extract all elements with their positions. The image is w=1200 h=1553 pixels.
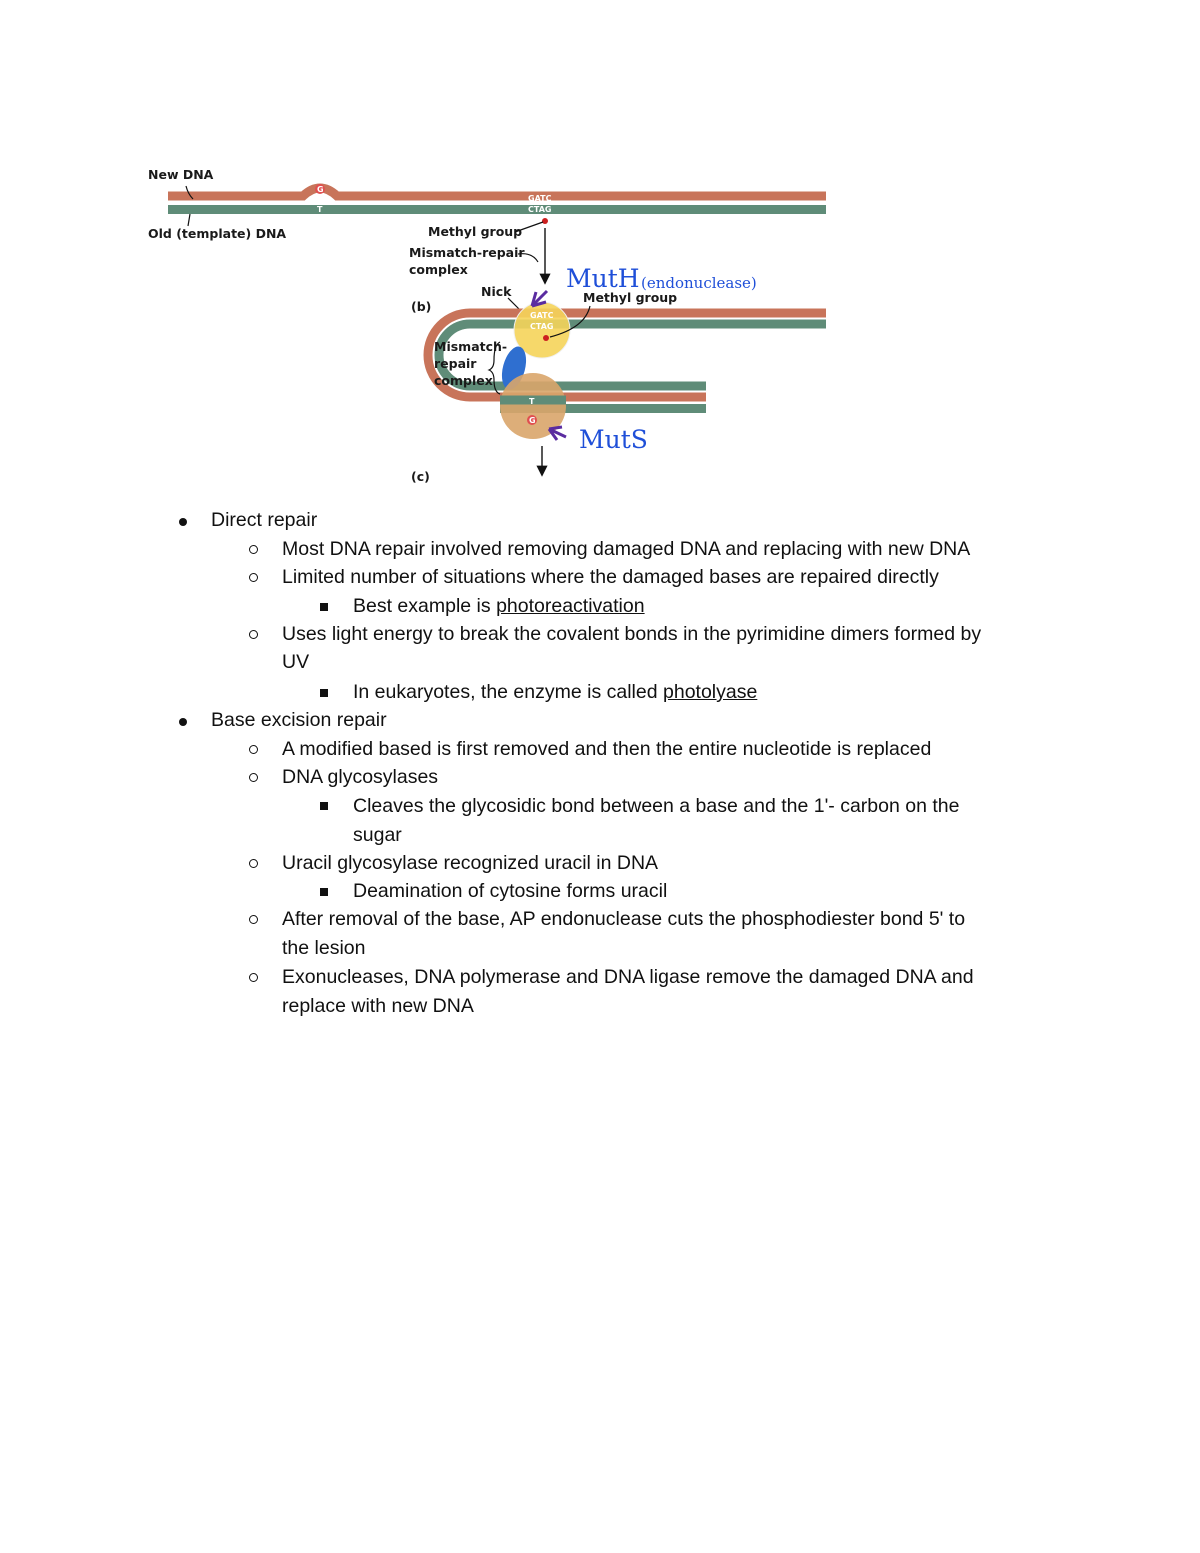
methyl-dot-a [542, 218, 548, 224]
photolyase-link[interactable]: photolyase [663, 681, 758, 703]
methyl-group-label: Methyl group [428, 224, 523, 239]
methyl-dot-b [543, 335, 549, 341]
item-direct-sub3-line1: Uses light energy to break the covalent bonds in the pyrimidine dimers formed by [282, 623, 982, 645]
bullet-level3 [320, 802, 328, 810]
item-direct-sub3-detail [353, 678, 757, 706]
old-dna-leader [188, 214, 190, 226]
methyl-group-b-label: Methyl group [583, 290, 678, 305]
muts-arrow [549, 427, 566, 440]
base-t-label: T [317, 205, 323, 214]
muts-label: MutS [579, 425, 648, 454]
panel-b-label: (b) [411, 299, 432, 314]
bullet-level3 [320, 888, 328, 896]
item-direct-sub3-line2: UV [282, 651, 310, 673]
bullet-level1 [179, 518, 187, 526]
mismatch-complex-label-2: complex [409, 262, 468, 277]
bullet-level2 [249, 545, 258, 554]
seq-ctag-b: CTAG [530, 322, 554, 331]
bullet-level2 [249, 773, 258, 782]
bullet-level1 [179, 718, 187, 726]
new-dna-label: New DNA [148, 167, 214, 182]
item-direct-repair: Direct repair [211, 509, 318, 531]
nick-leader [508, 298, 520, 310]
panel-c-label: (c) [411, 469, 430, 484]
mismatch-b-label-1: Mismatch- [434, 339, 508, 354]
item-bex-sub2-detail-line2: sugar [353, 824, 402, 846]
item-bex-sub3-detail: Deamination of cytosine forms uracil [353, 880, 668, 902]
mismatch-b-label-3: complex [434, 373, 493, 388]
old-dna-strand [168, 205, 826, 214]
mismatch-b-label-2: repair [434, 356, 477, 371]
item-bex-sub5-line2: replace with new DNA [282, 995, 474, 1017]
loop-inner-strand [439, 324, 826, 386]
item-direct-sub2-detail [353, 592, 645, 620]
bullet-level2 [249, 745, 258, 754]
bullet-level3 [320, 689, 328, 697]
bullet-level2 [249, 859, 258, 868]
bullet-level2 [249, 973, 258, 982]
seq-gatc-label: GATC [528, 194, 552, 203]
item-base-excision: Base excision repair [211, 709, 387, 731]
old-dna-label: Old (template) DNA [148, 226, 287, 241]
new-dna-strand [168, 188, 826, 196]
endonuclease-label: (endonuclease) [641, 274, 757, 292]
mismatch-repair-figure [0, 0, 1200, 490]
item-bex-sub4-line2: the lesion [282, 937, 366, 959]
base-t-b: T [529, 397, 535, 406]
item-bex-sub1: A modified based is first removed and then the entire nucleotide is replaced [282, 738, 932, 760]
nick-label: Nick [481, 284, 512, 299]
base-g-label: G [317, 185, 324, 194]
detail-prefix: Best example is [353, 595, 497, 617]
item-bex-sub4-line1: After removal of the base, AP endonuclease cuts the phosphodiester bond 5' to [282, 908, 966, 930]
seq-ctag-label: CTAG [528, 205, 552, 214]
bullet-level2 [249, 630, 258, 639]
mismatch-complex-label-1: Mismatch-repair [409, 245, 525, 260]
base-g-b: G [529, 416, 536, 425]
item-bex-sub2-detail-line1: Cleaves the glycosidic bond between a base and the 1'- carbon on the [353, 795, 960, 817]
seq-gatc-b: GATC [530, 311, 554, 320]
photoreactivation-link[interactable]: photoreactivation [496, 595, 645, 617]
muth-arrow [532, 291, 547, 306]
muth-label: MutH [566, 264, 640, 293]
detail-prefix: In eukaryotes, the enzyme is called [353, 681, 663, 703]
item-bex-sub3: Uracil glycosylase recognized uracil in DNA [282, 852, 659, 874]
item-direct-sub1: Most DNA repair involved removing damaged DNA and replacing with new DNA [282, 538, 971, 560]
bullet-level3 [320, 603, 328, 611]
bullet-level2 [249, 915, 258, 924]
item-bex-sub5-line1: Exonucleases, DNA polymerase and DNA ligase remove the damaged DNA and [282, 966, 974, 988]
item-direct-sub2: Limited number of situations where the damaged bases are repaired directly [282, 566, 939, 588]
panel-b-loop [428, 313, 826, 413]
item-bex-sub2: DNA glycosylases [282, 766, 439, 788]
panel-a-strands [168, 184, 826, 224]
bullet-level2 [249, 573, 258, 582]
